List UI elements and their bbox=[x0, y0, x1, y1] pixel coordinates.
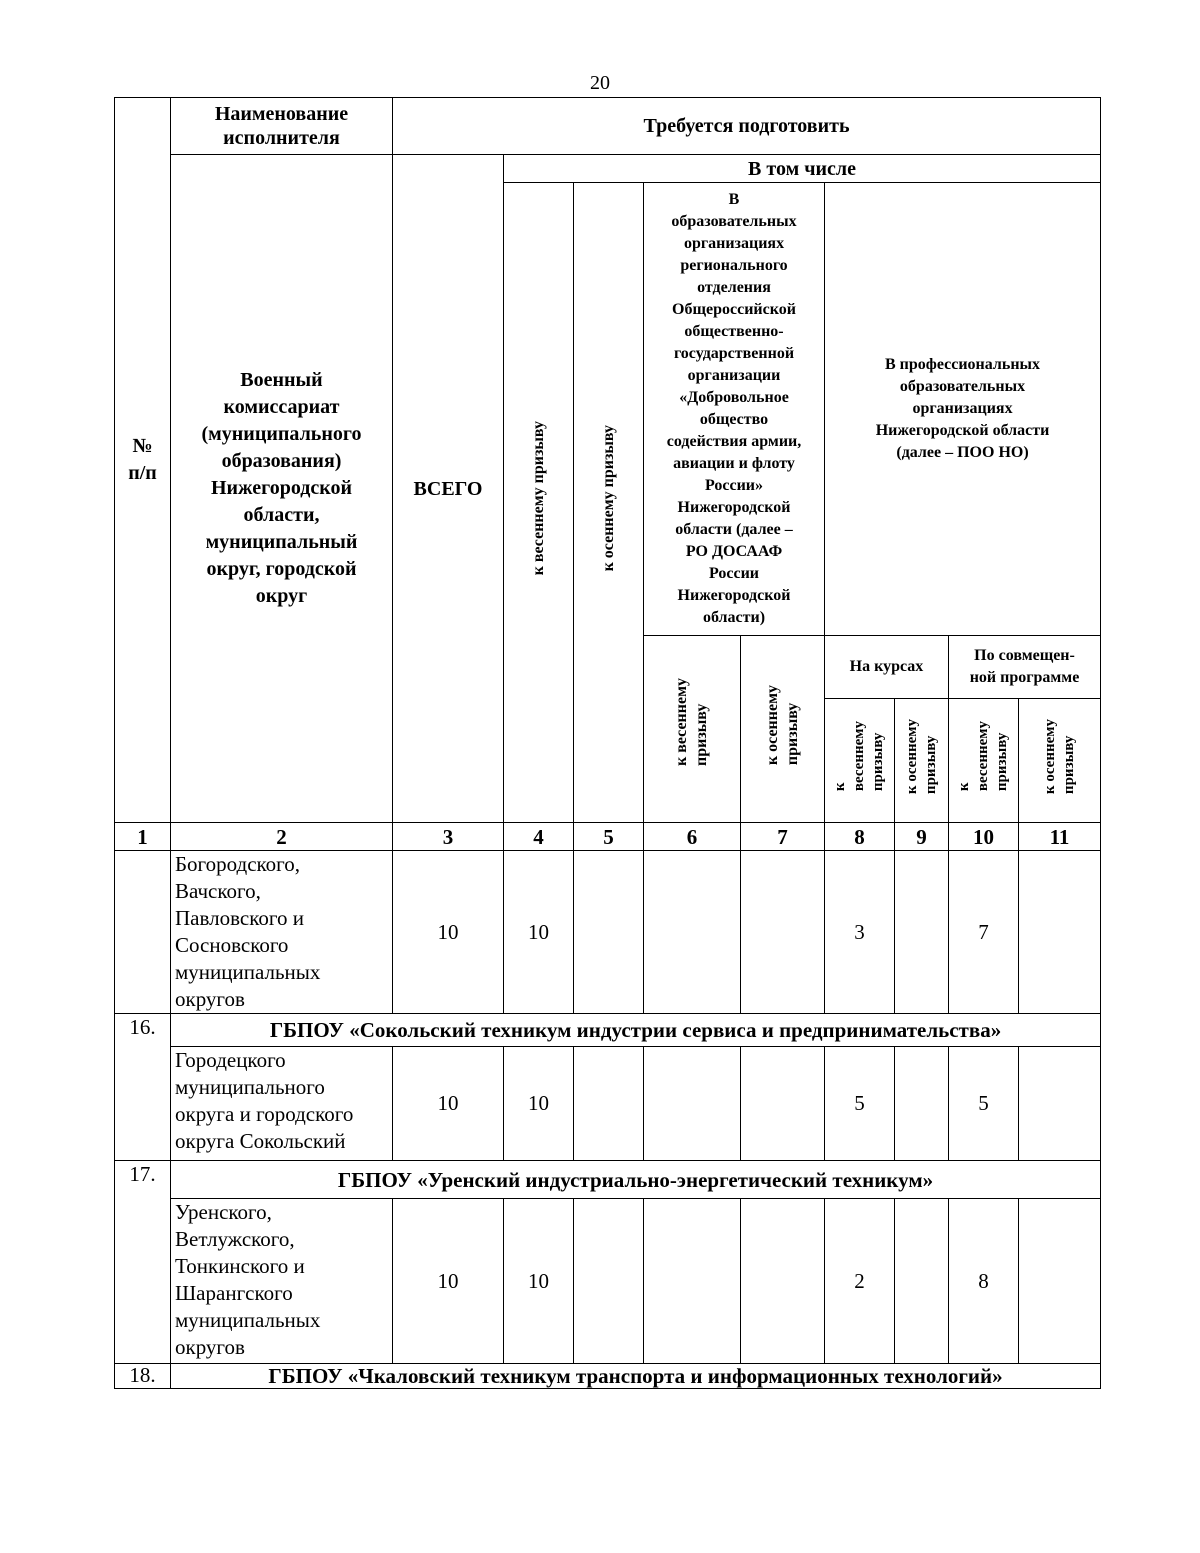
header-autumn-call: к осеннему призыву bbox=[574, 183, 644, 823]
column-number: 8 bbox=[825, 823, 895, 851]
header-dosaaf: В образовательных организациях регионального отделения Общероссийской общественно- государственной организации «Добровольное общество содействия армии, авиации и флоту России» Нижегородской области (далее – РО ДОСААФ России Нижегородской области) bbox=[644, 183, 825, 636]
header-poo: В профессиональных образовательных организациях Нижегородской области (далее – ПОО НО) bbox=[825, 183, 1101, 636]
column-number: 5 bbox=[574, 823, 644, 851]
cell-total: 10 bbox=[393, 851, 504, 1014]
cell-courses-autumn bbox=[895, 851, 949, 1014]
column-number: 1 bbox=[115, 823, 171, 851]
cell-combined-autumn bbox=[1019, 851, 1101, 1014]
cell-dosaaf-spring bbox=[644, 1199, 741, 1364]
column-number: 10 bbox=[949, 823, 1019, 851]
cell-dosaaf-autumn bbox=[741, 1047, 825, 1161]
cell-spring: 10 bbox=[504, 851, 574, 1014]
cell-combined-spring: 7 bbox=[949, 851, 1019, 1014]
cell-dosaaf-autumn bbox=[741, 851, 825, 1014]
cell-total: 10 bbox=[393, 1199, 504, 1364]
cell-dosaaf-spring bbox=[644, 1047, 741, 1161]
header-courses-spring: к весеннему призыву bbox=[825, 699, 895, 823]
header-dosaaf-autumn: к осеннему призыву bbox=[741, 636, 825, 823]
row-index: 16. bbox=[115, 1014, 171, 1161]
table-row bbox=[115, 1199, 1101, 1364]
header-total: ВСЕГО bbox=[393, 155, 504, 823]
organization-row bbox=[115, 1161, 1101, 1199]
table-row bbox=[115, 1047, 1101, 1161]
cell-combined-autumn bbox=[1019, 1047, 1101, 1161]
column-number: 3 bbox=[393, 823, 504, 851]
header-dosaaf-spring: к весеннему призыву bbox=[644, 636, 741, 823]
header-including: В том числе bbox=[504, 155, 1101, 183]
cell-spring: 10 bbox=[504, 1047, 574, 1161]
cell-autumn bbox=[574, 851, 644, 1014]
cell-dosaaf-autumn bbox=[741, 1199, 825, 1364]
cell-courses-autumn bbox=[895, 1047, 949, 1161]
organization-title: ГБПОУ «Чкаловский техникум транспорта и информационных технологий» bbox=[171, 1364, 1101, 1389]
cell-courses-autumn bbox=[895, 1199, 949, 1364]
commissariat-name: Уренского, Ветлужского, Тонкинского и Шарангского муниципальных округов bbox=[171, 1199, 393, 1364]
header-executor-name: Наименование исполнителя bbox=[171, 98, 393, 155]
row-index: 17. bbox=[115, 1161, 171, 1364]
column-number: 9 bbox=[895, 823, 949, 851]
organization-title: ГБПОУ «Сокольский техникум индустрии сервиса и предпринимательства» bbox=[171, 1014, 1101, 1047]
column-number: 4 bbox=[504, 823, 574, 851]
header-spring-call: к весеннему призыву bbox=[504, 183, 574, 823]
row-index bbox=[115, 851, 171, 1014]
table-row bbox=[115, 851, 1101, 1014]
organization-row bbox=[115, 1364, 1101, 1389]
commissariat-name: Богородского, Вачского, Павловского и Сосновского муниципальных округов bbox=[171, 851, 393, 1014]
organization-row bbox=[115, 1014, 1101, 1047]
header-combined-autumn: к осеннему призыву bbox=[1019, 699, 1101, 823]
row-index: 18. bbox=[115, 1364, 171, 1389]
header-combined: По совмещен- ной программе bbox=[949, 636, 1101, 699]
header-commissariat: Военный комиссариат (муниципального образования) Нижегородской области, муниципальный округ, городской округ bbox=[171, 155, 393, 823]
training-plan-table bbox=[114, 97, 1101, 1389]
cell-spring: 10 bbox=[504, 1199, 574, 1364]
organization-title: ГБПОУ «Уренский индустриально-энергетический техникум» bbox=[171, 1161, 1101, 1199]
cell-autumn bbox=[574, 1047, 644, 1161]
cell-courses-spring: 2 bbox=[825, 1199, 895, 1364]
cell-combined-autumn bbox=[1019, 1199, 1101, 1364]
cell-combined-spring: 8 bbox=[949, 1199, 1019, 1364]
header-combined-spring: к весеннему призыву bbox=[949, 699, 1019, 823]
column-number: 7 bbox=[741, 823, 825, 851]
cell-total: 10 bbox=[393, 1047, 504, 1161]
header-index: № п/п bbox=[115, 98, 171, 823]
header-courses-autumn: к осеннему призыву bbox=[895, 699, 949, 823]
column-number: 6 bbox=[644, 823, 741, 851]
commissariat-name: Городецкого муниципального округа и городского округа Сокольский bbox=[171, 1047, 393, 1161]
page-number: 20 bbox=[590, 72, 610, 94]
cell-courses-spring: 5 bbox=[825, 1047, 895, 1161]
column-number: 11 bbox=[1019, 823, 1101, 851]
cell-courses-spring: 3 bbox=[825, 851, 895, 1014]
column-numbers-row bbox=[115, 823, 1101, 851]
cell-autumn bbox=[574, 1199, 644, 1364]
cell-combined-spring: 5 bbox=[949, 1047, 1019, 1161]
cell-dosaaf-spring bbox=[644, 851, 741, 1014]
column-number: 2 bbox=[171, 823, 393, 851]
header-courses: На курсах bbox=[825, 636, 949, 699]
header-required: Требуется подготовить bbox=[393, 98, 1101, 155]
